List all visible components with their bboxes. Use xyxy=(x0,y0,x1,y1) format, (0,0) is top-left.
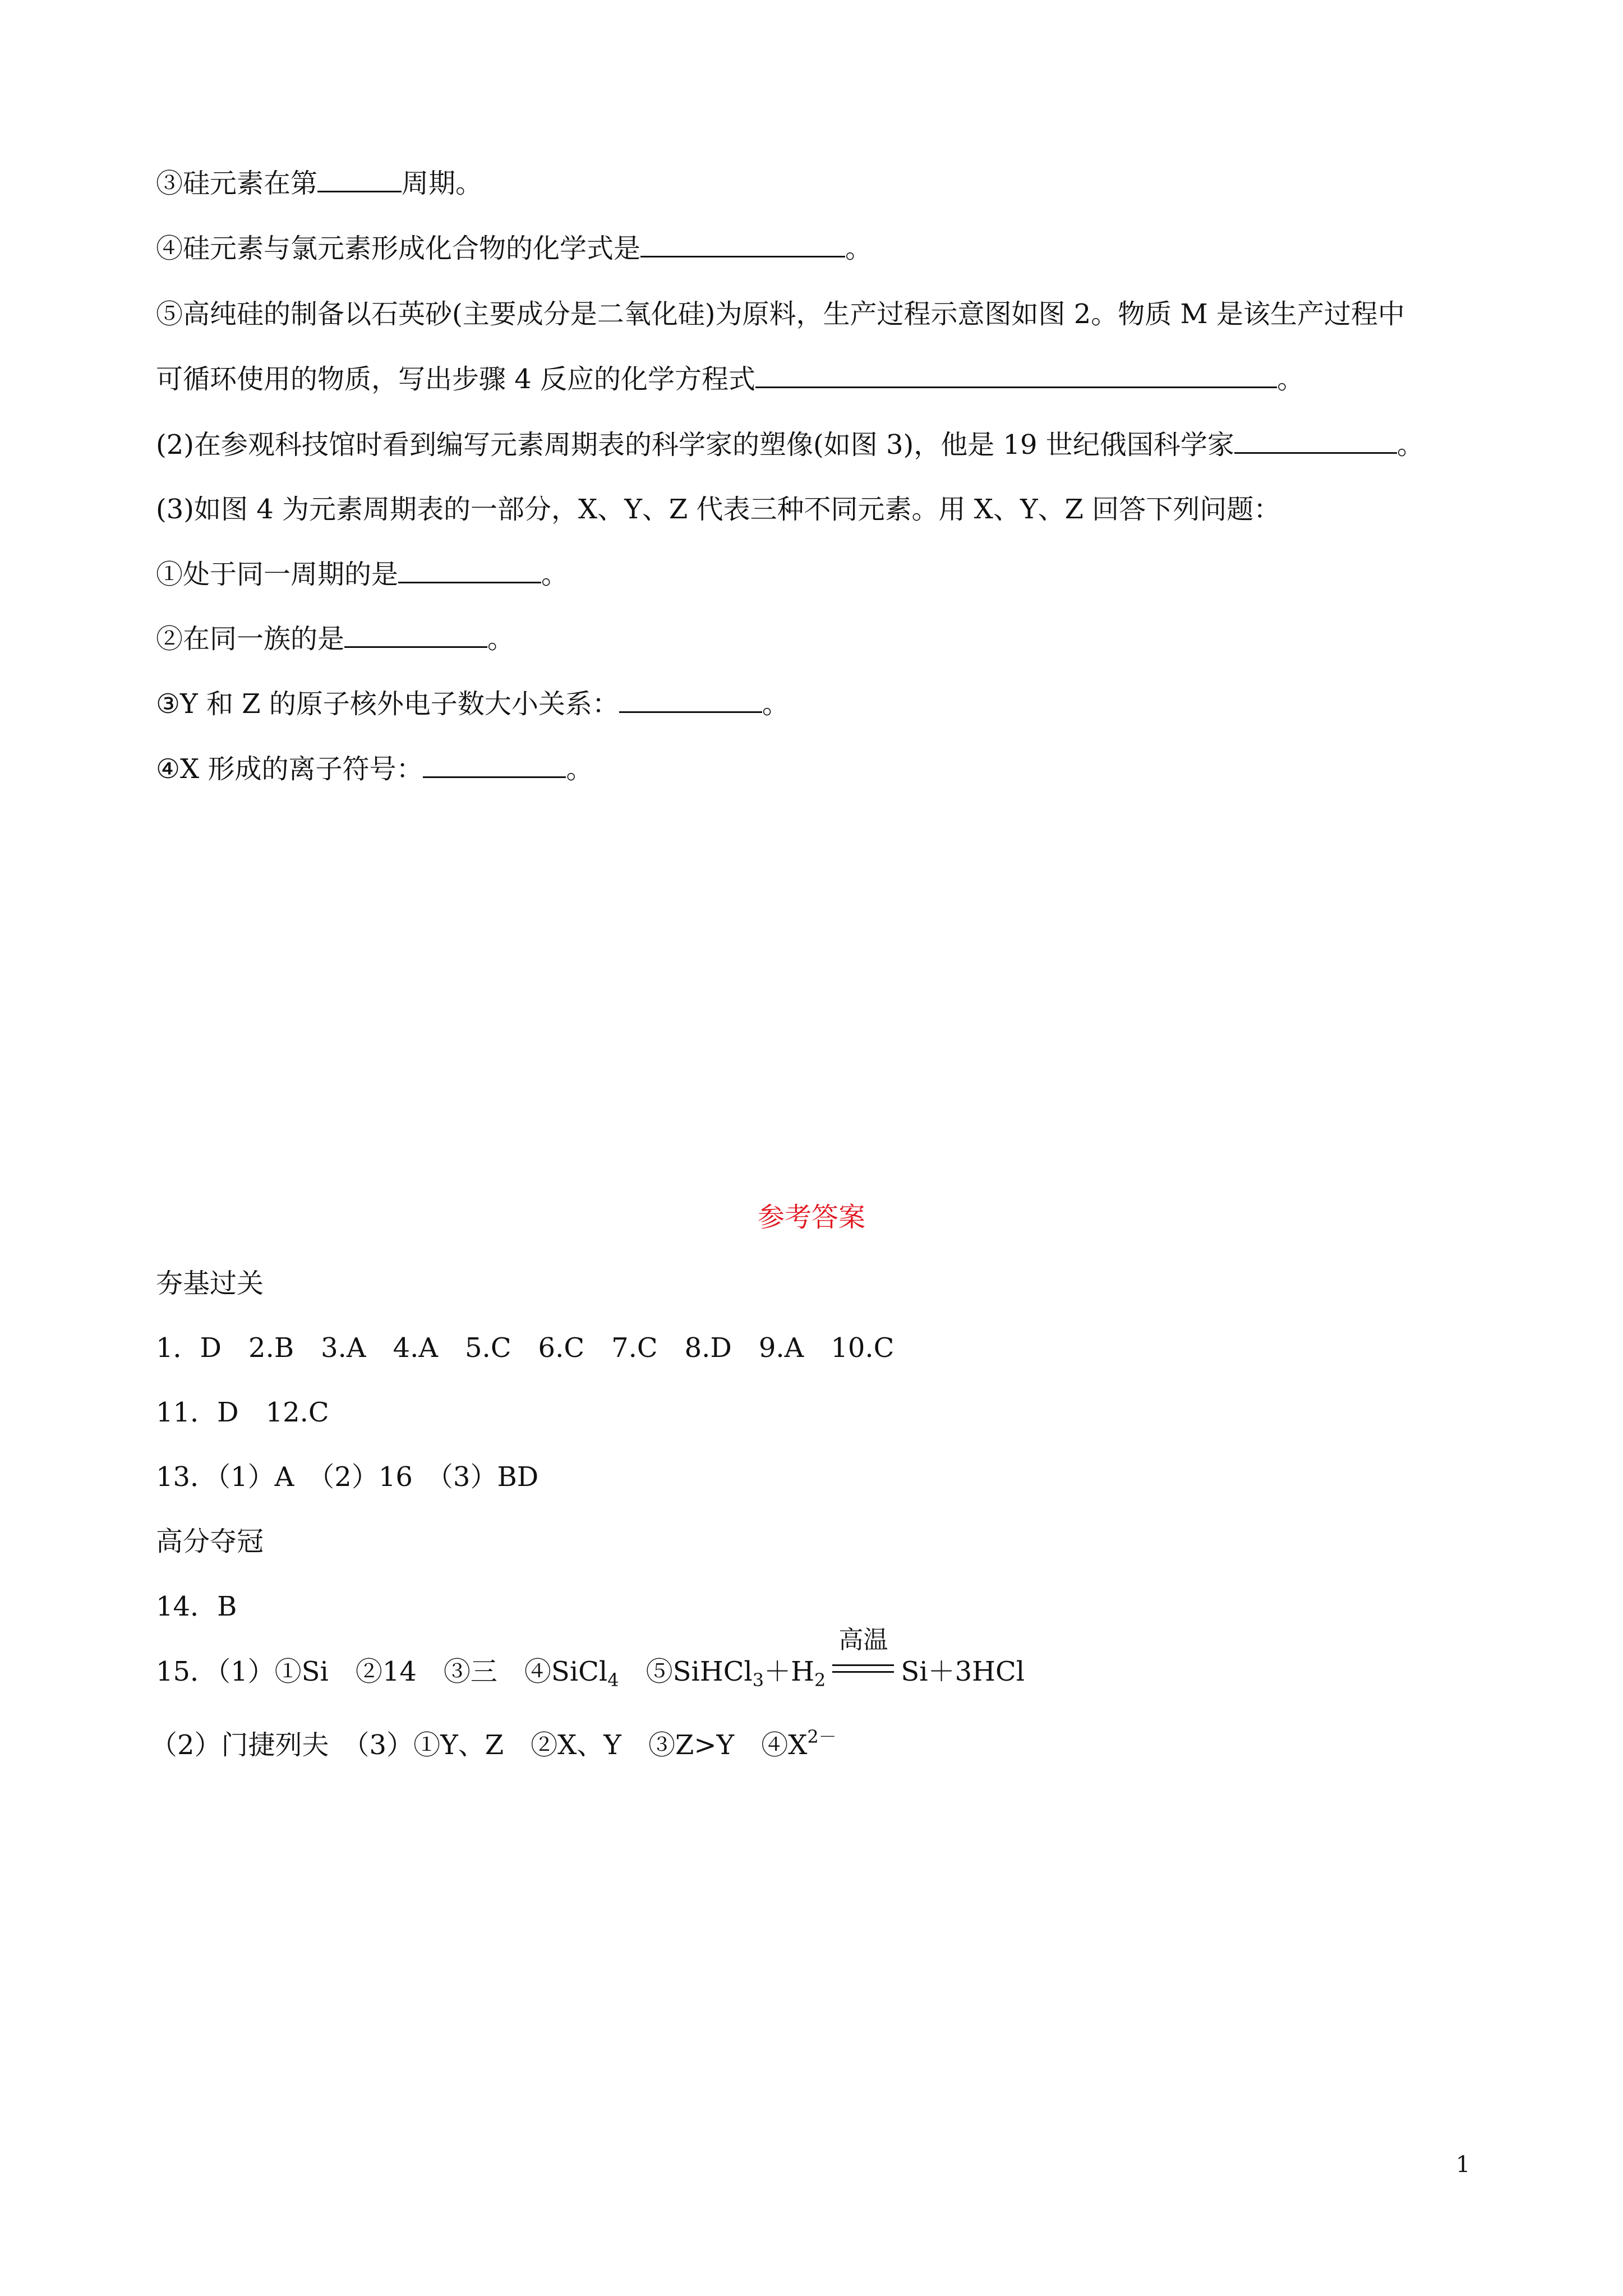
s3-end: 。 xyxy=(762,688,789,720)
row5-part-b: ⑤SiHCl xyxy=(619,1656,753,1687)
question-5-line-2 xyxy=(156,362,1304,396)
answer-row-4: 14．B xyxy=(156,1591,237,1622)
q3-text: ③硅元素在第 xyxy=(156,168,318,199)
s2-text: ②在同一族的是 xyxy=(156,623,345,655)
sub-question-2 xyxy=(156,622,514,656)
row5-part-a: 15．（1）①Si ②14 ③三 ④SiCl xyxy=(156,1656,608,1687)
q4-end: 。 xyxy=(845,233,873,264)
answer-blank[interactable] xyxy=(398,557,541,583)
s4-end: 。 xyxy=(566,753,593,785)
q5-text-2: 可循环使用的物质，写出步骤 4 反应的化学方程式 xyxy=(156,364,756,395)
subscript: 2 xyxy=(814,1669,826,1691)
answer-blank[interactable] xyxy=(619,687,762,713)
answer-row-1: 1．D 2.B 3.A 4.A 5.C 6.C 7.C 8.D 9.A 10.C xyxy=(156,1332,895,1364)
question-5-line-1 xyxy=(156,297,1405,331)
condition-label: 高温 xyxy=(838,1626,888,1654)
part-2 xyxy=(156,427,1424,462)
s3-text: ③Y 和 Z 的原子核外电子数大小关系： xyxy=(156,688,619,720)
superscript: 2－ xyxy=(807,1726,837,1747)
row6-part-a: （2）门捷列夫 （3）①Y、Z ②X、Y ③Z>Y ④X xyxy=(150,1729,808,1761)
reaction-condition xyxy=(832,1626,894,1688)
q5-text-1: ⑤高纯硅的制备以石英砂(主要成分是二氧化硅)为原料，生产过程示意图如图 2。物质 M 是该生产过程中 xyxy=(156,298,1405,330)
answer-row-2: 11．D 12.C xyxy=(156,1397,329,1428)
s2-end: 。 xyxy=(487,623,515,655)
answer-blank[interactable] xyxy=(755,362,1277,388)
sub-question-3 xyxy=(156,687,789,721)
reaction-equals-sign xyxy=(832,1664,894,1673)
subscript: 4 xyxy=(607,1669,619,1691)
answer-blank[interactable] xyxy=(1234,427,1397,454)
p2-text: (2)在参观科技馆时看到编写元素周期表的科学家的塑像(如图 3)，他是 19 世纪俄国科学家 xyxy=(156,429,1234,461)
question-4 xyxy=(156,231,872,265)
answer-blank[interactable] xyxy=(317,166,402,192)
row5-part-d: Si＋3HCl xyxy=(901,1656,1025,1687)
s1-end: 。 xyxy=(541,559,569,590)
section-advanced: 高分夺冠 xyxy=(156,1526,264,1557)
q5-end: 。 xyxy=(1277,364,1304,395)
q4-text: ④硅元素与氯元素形成化合物的化学式是 xyxy=(156,233,641,264)
answer-title: 参考答案 xyxy=(757,1202,865,1233)
row5-part-c: ＋H xyxy=(764,1656,815,1687)
answer-blank[interactable] xyxy=(423,752,566,778)
question-3 xyxy=(156,166,482,200)
subscript: 3 xyxy=(752,1669,764,1691)
answer-row-3: 13．（1）A （2）16 （3）BD xyxy=(156,1461,539,1493)
answer-row-6 xyxy=(150,1720,837,1762)
page-number: 1 xyxy=(1456,2152,1470,2178)
p2-end: 。 xyxy=(1396,429,1424,461)
answer-blank[interactable] xyxy=(640,231,845,257)
p3-text: (3)如图 4 为元素周期表的一部分，X、Y、Z 代表三种不同元素。用 X、Y、Z 回答下列问题： xyxy=(156,494,1281,525)
sub-question-4 xyxy=(156,752,593,786)
sub-question-1 xyxy=(156,557,568,591)
s1-text: ①处于同一周期的是 xyxy=(156,559,399,590)
answer-blank[interactable] xyxy=(344,622,487,648)
answer-row-5 xyxy=(156,1626,1025,1697)
part-3 xyxy=(156,493,1280,526)
q3-end: 周期。 xyxy=(402,168,483,199)
s4-text: ④X 形成的离子符号： xyxy=(156,753,423,785)
section-basic: 夯基过关 xyxy=(156,1268,264,1299)
